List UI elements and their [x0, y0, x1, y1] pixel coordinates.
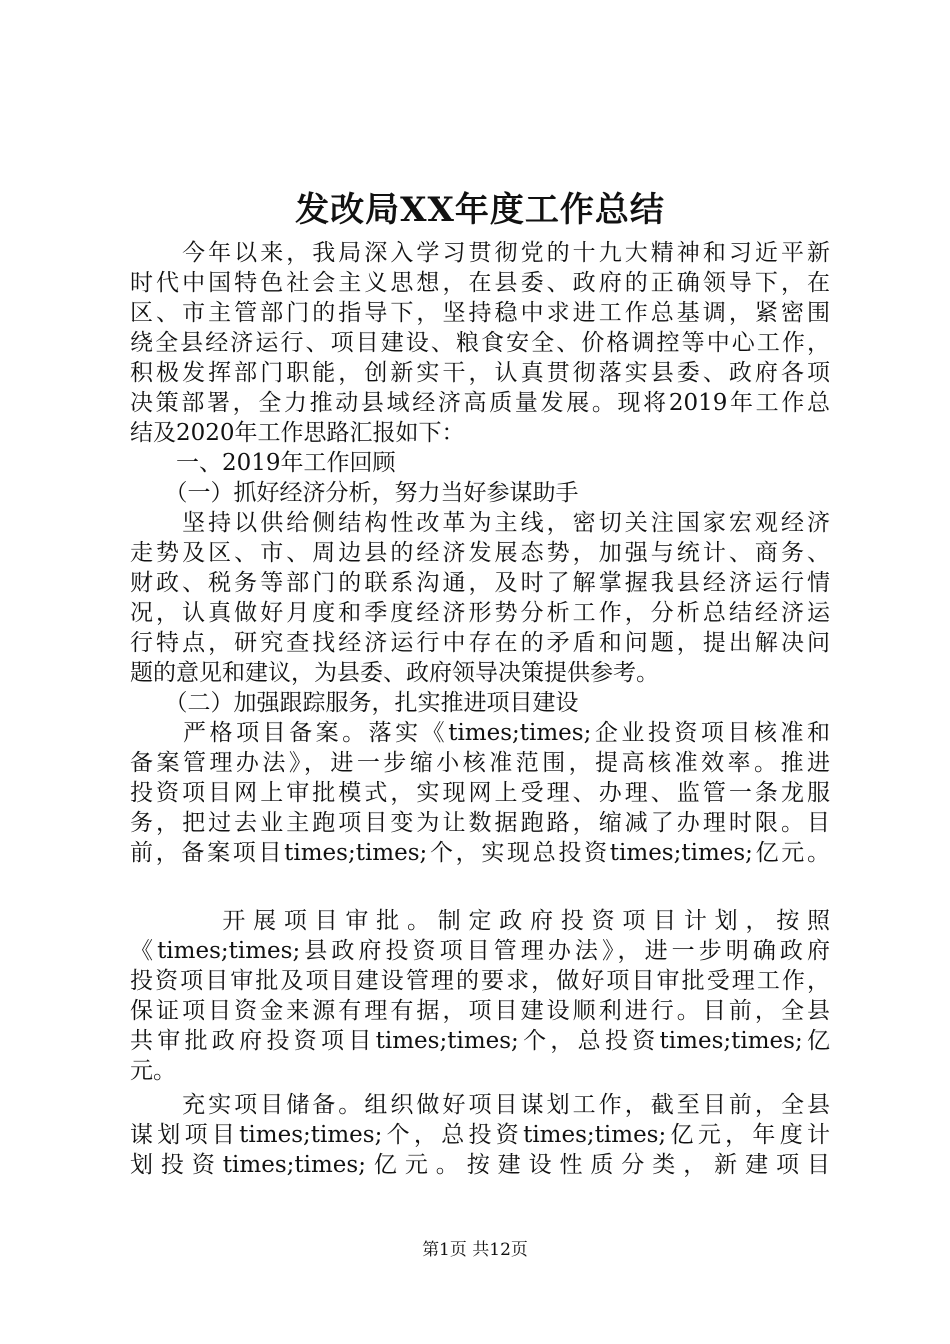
- body-line: 区、市主管部门的指导下，坚持稳中求进工作总基调，紧密围: [130, 300, 830, 326]
- body-line: 绕全县经济运行、项目建设、粮食安全、价格调控等中心工作，: [130, 330, 830, 356]
- subsection-heading: （二）加强跟踪服务，扎实推进项目建设: [130, 690, 579, 716]
- body-line: 投资项目网上审批模式，实现网上受理、办理、监管一条龙服: [130, 780, 830, 806]
- section-heading: 一、2019年工作回顾: [130, 450, 396, 476]
- body-line: 决策部署，全力推动县域经济高质量发展。现将2019年工作总: [130, 390, 830, 416]
- body-line: 保证项目资金来源有理有据，项目建设顺利进行。目前，全县: [130, 998, 830, 1024]
- body-line: 积极发挥部门职能，创新实干，认真贯彻落实县委、政府各项: [130, 360, 830, 386]
- page-number-footer: 第1页 共12页: [422, 1240, 528, 1260]
- body-line: 务，把过去业主跑项目变为让数据跑路，缩减了办理时限。目: [130, 810, 830, 836]
- body-line: 坚持以供给侧结构性改革为主线，密切关注国家宏观经济: [130, 510, 830, 536]
- body-line: 划投资times;times;亿元。按建设性质分类，新建项目: [130, 1152, 830, 1178]
- body-line: 前，备案项目times;times;个，实现总投资times;times;亿元。: [130, 840, 830, 866]
- body-line: 结及2020年工作思路汇报如下：: [130, 420, 465, 446]
- document-title: 发改局XX年度工作总结: [295, 190, 665, 230]
- body-line: 题的意见和建议，为县委、政府领导决策提供参考。: [130, 660, 659, 686]
- body-line: 开展项目审批。制定政府投资项目计划，按照: [130, 908, 830, 934]
- body-line: 元。: [130, 1058, 176, 1084]
- body-line: 共审批政府投资项目times;times;个，总投资times;times;亿: [130, 1028, 830, 1054]
- body-line: 行特点，研究查找经济运行中存在的矛盾和问题，提出解决问: [130, 630, 830, 656]
- body-line: 备案管理办法》，进一步缩小核准范围，提高核准效率。推进: [130, 750, 830, 776]
- body-line: 财政、税务等部门的联系沟通，及时了解掌握我县经济运行情: [130, 570, 830, 596]
- body-line: 严格项目备案。落实《times;times;企业投资项目核准和: [130, 720, 830, 746]
- body-line: 充实项目储备。组织做好项目谋划工作，截至目前，全县: [130, 1092, 830, 1118]
- body-line: 今年以来，我局深入学习贯彻党的十九大精神和习近平新: [130, 240, 830, 266]
- body-line: 投资项目审批及项目建设管理的要求，做好项目审批受理工作，: [130, 968, 830, 994]
- subsection-heading: （一）抓好经济分析，努力当好参谋助手: [130, 480, 579, 506]
- body-line: 《times;times;县政府投资项目管理办法》，进一步明确政府: [130, 938, 830, 964]
- body-line: 时代中国特色社会主义思想，在县委、政府的正确领导下，在: [130, 270, 830, 296]
- body-line: 况，认真做好月度和季度经济形势分析工作，分析总结经济运: [130, 600, 830, 626]
- body-line: 走势及区、市、周边县的经济发展态势，加强与统计、商务、: [130, 540, 830, 566]
- body-line: 谋划项目times;times;个，总投资times;times;亿元，年度计: [130, 1122, 830, 1148]
